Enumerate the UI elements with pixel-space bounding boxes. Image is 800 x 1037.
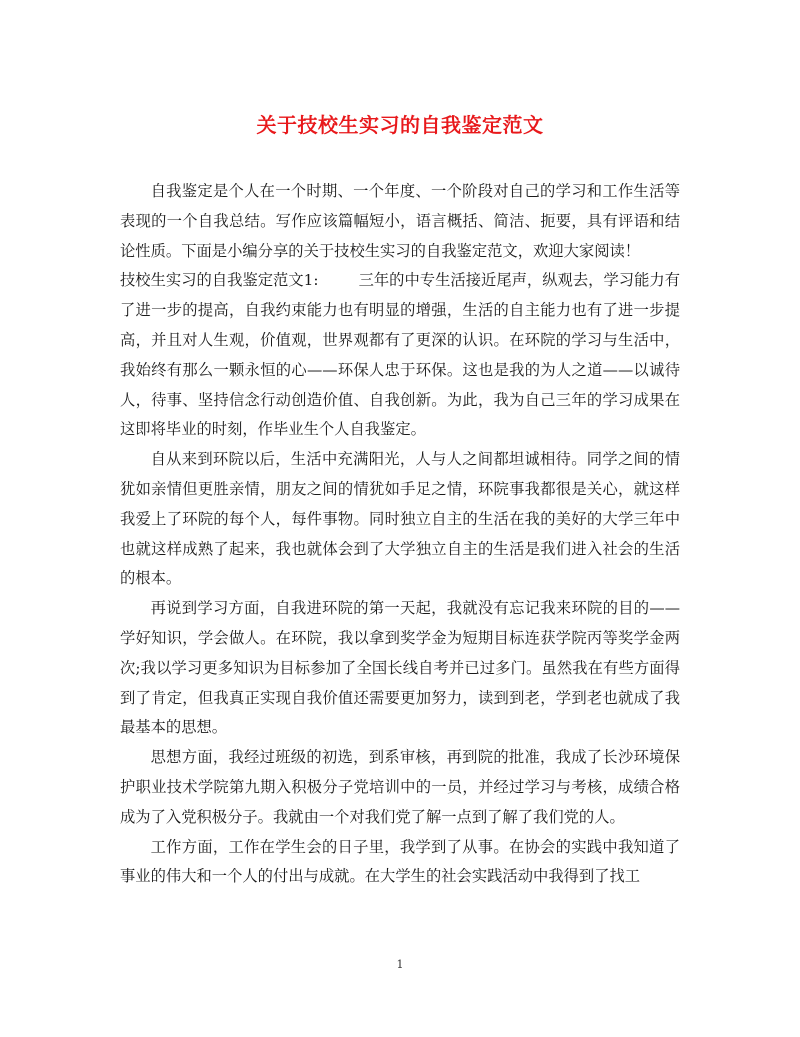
document-title: 关于技校生实习的自我鉴定范文 — [256, 113, 544, 137]
page-number: 1 — [396, 958, 404, 971]
section-paragraph — [120, 266, 680, 445]
body-paragraph-4: 工作方面，工作在学生会的日子里，我学到了从事。在协会的实践中我知道了事业的伟大和一个人的付出与成就。在大学生的社会实践活动中我得到了找工 — [120, 837, 680, 886]
body-paragraph-3: 思想方面，我经过班级的初选，到系审核，再到院的批准，我成了长沙环境保护职业技术学院第九期入积极分子党培训中的一员，并经过学习与考核，成绩合格成为了入党积极分子。我就由一个对我们党了解一点到了解了我们党的人。 — [120, 748, 680, 826]
body-paragraph-2: 再说到学习方面，自我进环院的第一天起，我就没有忘记我来环院的目的——学好知识，学会做人。在环院，我以拿到奖学金为短期目标连获学院丙等奖学金两次;我以学习更多知识为目标参加了全国长线自考并已过多门。虽然我在有些方面得到了肯定，但我真正实现自我价值还需要更加努力，读到到老，学到老也就成了我最基本的思想。 — [120, 599, 680, 737]
document-body — [120, 177, 680, 892]
section-heading: 技校生实习的自我鉴定范文1: — [120, 271, 319, 290]
section-first-text: 三年的中专生活接近尾声，纵观去，学习能力有了进一步的提高，自我约束能力也有明显的增强，生活的自主能力也有了进一步提高，并且对人生观，价值观，世界观都有了更深的认识。在环院的学习与生活中，我始终有那么一颗永恒的心——环保人忠于环保。这也是我的为人之道——以诚待人，待事、坚持信念行动创造价值、自我创新。为此，我为自己三年的学习成果在这即将毕业的时刻，作毕业生个人自我鉴定。 — [120, 271, 680, 439]
body-paragraph-1: 自从来到环院以后，生活中充满阳光，人与人之间都坦诚相待。同学之间的情犹如亲情但更胜亲情，朋友之间的情犹如手足之情，环院事我都很是关心，就这样我爱上了环院的每个人，每件事物。同时独立自主的生活在我的美好的大学三年中也就这样成熟了起来，我也就体会到了大学独立自主的生活是我们进入社会的生活的根本。 — [120, 450, 680, 588]
intro-paragraph: 自我鉴定是个人在一个时期、一个年度、一个阶段对自己的学习和工作生活等表现的一个自我总结。写作应该篇幅短小，语言概括、简洁、扼要，具有评语和结论性质。下面是小编分享的关于技校生实习的自我鉴定范文，欢迎大家阅读！ — [120, 182, 680, 260]
